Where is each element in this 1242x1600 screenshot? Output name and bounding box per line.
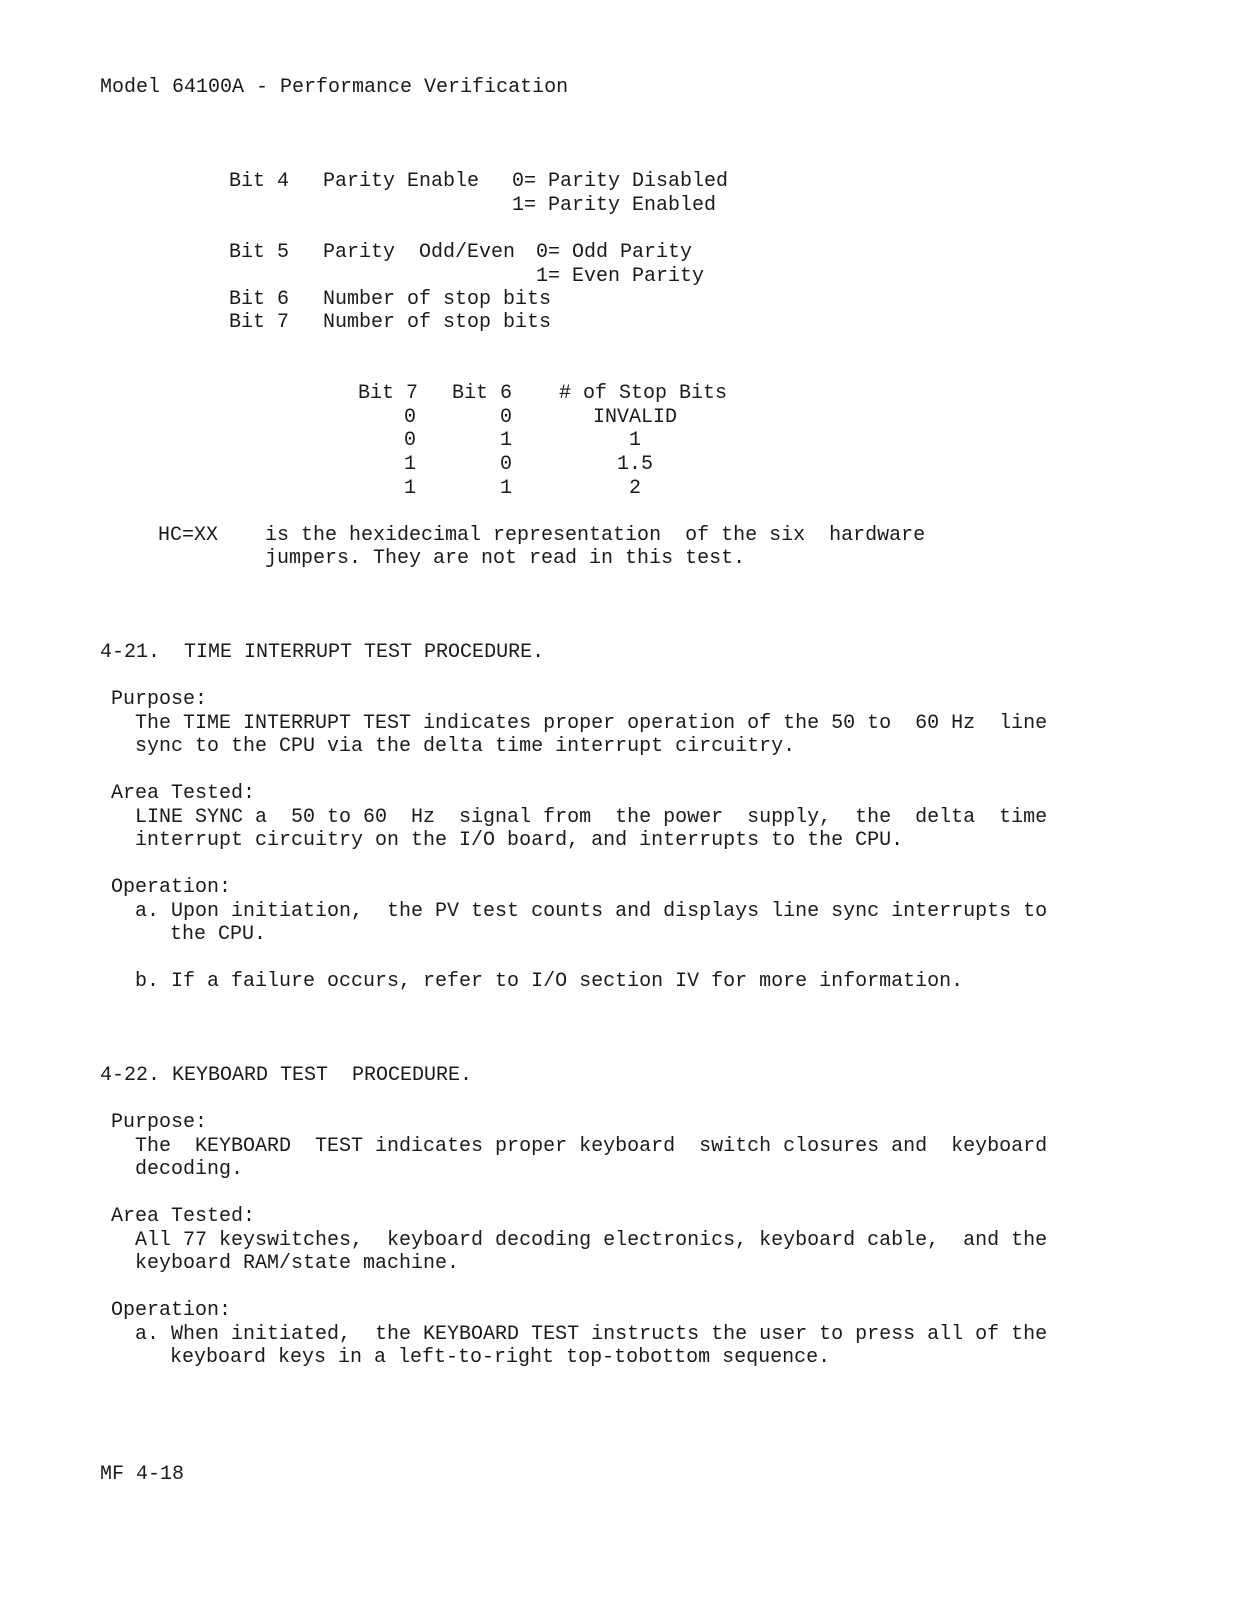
bit-label: Bit 6 — [229, 288, 290, 311]
list-item-continued: keyboard keys in a left-to-right top-tobottom sequence. — [170, 1346, 831, 1369]
hc-text: is the hexidecimal representation of the six hardware — [265, 524, 926, 547]
body-text: sync to the CPU via the delta time interrupt circuitry. — [135, 735, 796, 758]
bit-option: 1= Parity Enabled — [512, 194, 717, 217]
subheading: Operation: — [111, 1299, 232, 1322]
subheading: Purpose: — [111, 688, 208, 711]
bit-label: Bit 4 — [229, 170, 290, 193]
bit-option: 0= Parity Disabled — [512, 170, 729, 193]
subheading: Operation: — [111, 876, 232, 899]
list-item: a. Upon initiation, the PV test counts and displays line sync interrupts to — [135, 900, 1048, 923]
table-header: Bit 7 — [358, 382, 419, 405]
body-text: The KEYBOARD TEST indicates proper keyboard switch closures and keyboard — [135, 1135, 1048, 1158]
table-cell: INVALID — [592, 406, 677, 429]
body-text: interrupt circuitry on the I/O board, and interrupts to the CPU. — [135, 829, 904, 852]
bit-option: 1= Even Parity — [536, 265, 705, 288]
table-cell: 2 — [628, 477, 641, 500]
table-cell: 1.5 — [616, 453, 653, 476]
bit-name: Number of stop bits — [323, 311, 552, 334]
body-text: decoding. — [135, 1158, 244, 1181]
page-title: Model 64100A - Performance Verification — [100, 76, 569, 99]
bit-name: Parity Odd/Even — [323, 241, 516, 264]
body-text: The TIME INTERRUPT TEST indicates proper operation of the 50 to 60 Hz line — [135, 712, 1048, 735]
table-cell: 1 — [403, 453, 416, 476]
bit-name: Number of stop bits — [323, 288, 552, 311]
table-header: Bit 6 — [452, 382, 513, 405]
section-heading: 4-21. TIME INTERRUPT TEST PROCEDURE. — [100, 641, 545, 664]
table-cell: 0 — [499, 453, 512, 476]
body-text: keyboard RAM/state machine. — [135, 1252, 460, 1275]
list-item: b. If a failure occurs, refer to I/O section IV for more information. — [135, 970, 964, 993]
table-cell: 0 — [499, 406, 512, 429]
list-item: a. When initiated, the KEYBOARD TEST instructs the user to press all of the — [135, 1323, 1048, 1346]
hc-label: HC=XX — [158, 524, 219, 547]
bit-name: Parity Enable — [323, 170, 480, 193]
table-cell: 0 — [403, 406, 416, 429]
section-heading: 4-22. KEYBOARD TEST PROCEDURE. — [100, 1064, 473, 1087]
subheading: Area Tested: — [111, 782, 256, 805]
table-cell: 1 — [628, 429, 641, 452]
table-header: # of Stop Bits — [559, 382, 728, 405]
table-cell: 0 — [403, 429, 416, 452]
body-text: All 77 keyswitches, keyboard decoding electronics, keyboard cable, and the — [135, 1229, 1048, 1252]
bit-label: Bit 7 — [229, 311, 290, 334]
hc-text: jumpers. They are not read in this test. — [265, 547, 746, 570]
table-cell: 1 — [499, 477, 512, 500]
body-text: LINE SYNC a 50 to 60 Hz signal from the power supply, the delta time — [135, 806, 1048, 829]
subheading: Area Tested: — [111, 1205, 256, 1228]
page-number: MF 4-18 — [100, 1463, 185, 1486]
table-cell: 1 — [499, 429, 512, 452]
subheading: Purpose: — [111, 1111, 208, 1134]
bit-option: 0= Odd Parity — [536, 241, 693, 264]
table-cell: 1 — [403, 477, 416, 500]
bit-label: Bit 5 — [229, 241, 290, 264]
list-item-continued: the CPU. — [170, 923, 267, 946]
